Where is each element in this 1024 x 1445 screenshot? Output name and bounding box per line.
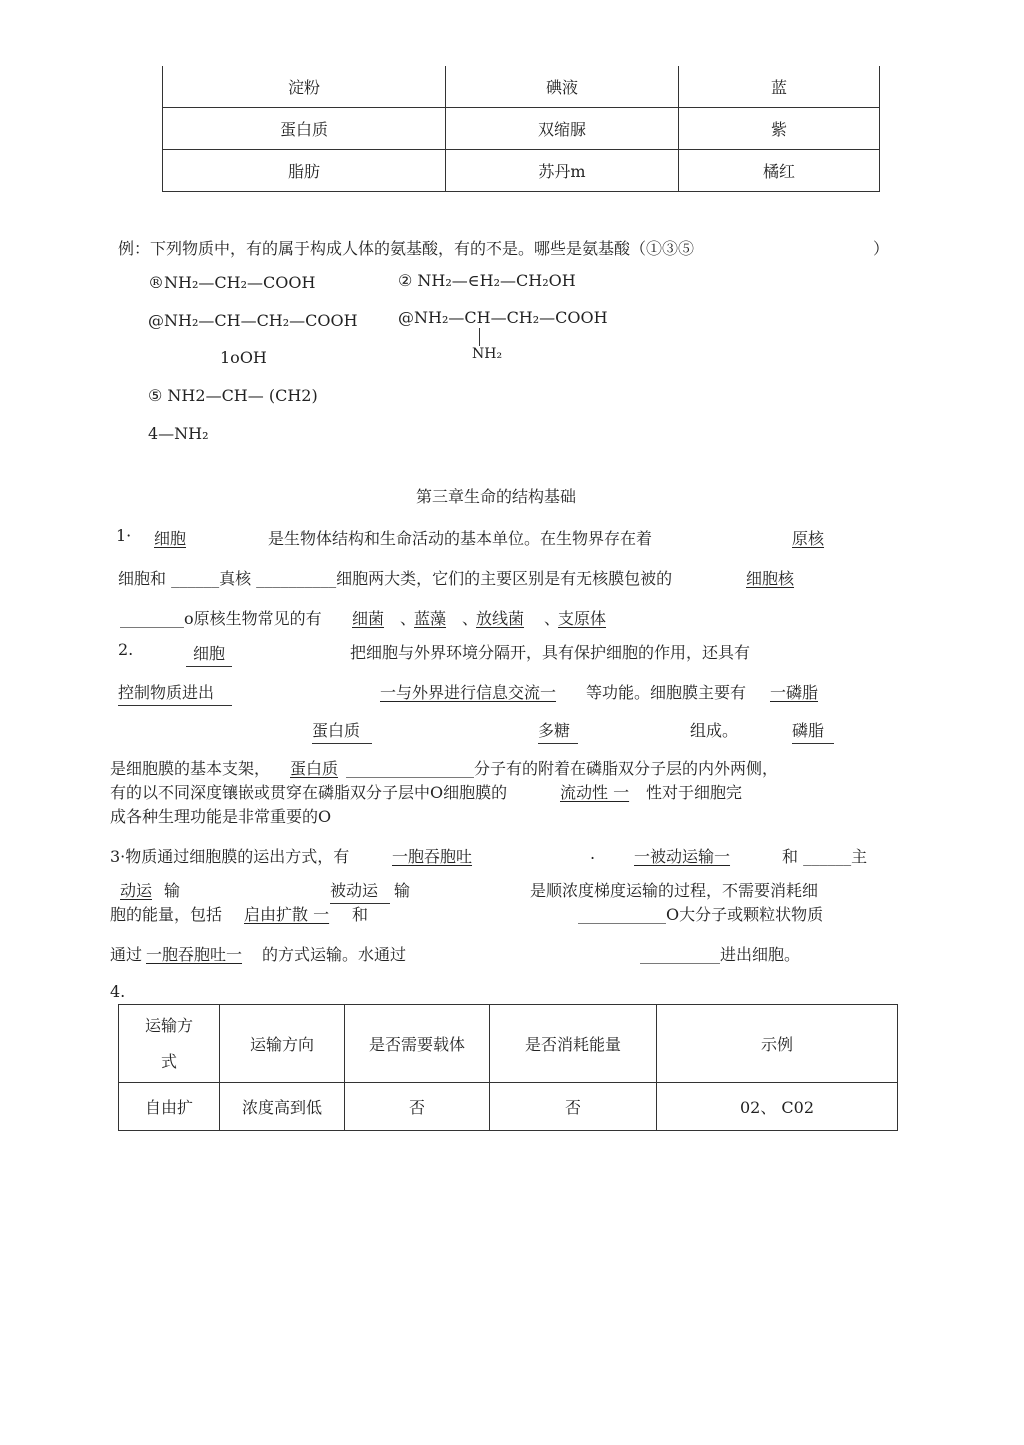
table-cell: 02、 C02 [657,1083,898,1131]
example-close-paren: ） [873,239,890,258]
item2-answer-5: 蛋白质 [312,718,372,744]
header-line-1: 运输方 [144,1015,193,1035]
item3-answer-5: 启由扩散 一 [244,905,330,924]
item3-text-9: 通过 [110,945,143,964]
item1-answer-7: 支原体 [558,609,607,628]
bond-line [479,328,480,346]
formula-3: @NH₂—CH—CH₂—COOH [148,311,358,330]
table-cell: 蛋白质 [163,108,446,150]
item2-answer-3: 一与外界进行信息交流一 [380,683,557,702]
table-cell: 浓度高到低 [220,1083,345,1131]
formula-3-sub: 1oOH [220,348,267,367]
header-cell [119,1005,220,1083]
table-cell: 否 [345,1083,490,1131]
header-line-2: 式 [160,1051,177,1071]
item1-sep-3: 、 [544,609,561,628]
item3-answer-4: 被动运 [330,878,390,904]
table-cell: 橘红 [679,150,880,192]
item3-text-5: 是顺浓度梯度运输的过程，不需要消耗细 [530,881,819,900]
item1-sep-2: 、 [462,609,479,628]
table-header-row [119,1005,898,1083]
item2-text-7: 性对于细胞完 [646,783,743,802]
item3-text-3: 输 [164,881,181,900]
item3-dot: . [590,844,596,863]
header-cell: 示例 [657,1005,898,1083]
item3-text-6: 胞的能量，包括 [110,905,223,924]
formula-4: @NH₂—CH—CH₂—COOH [398,308,608,327]
item2-answer-1: 细胞 [186,641,232,667]
formula-4-sub: NH₂ [472,346,503,362]
formula-1: ®NH₂—CH₂—COOH [148,273,316,292]
table-row [163,108,880,150]
item1-sep-1: 、 [400,609,417,628]
item2-text-5: ________________分子有的附着在磷脂双分子层的内外两侧， [346,759,779,778]
item1-text-1: 是生物体结构和生命活动的基本单位。在生物界存在着 [268,529,653,548]
item1-answer-2: 原核 [792,529,825,548]
item1-text-2: 细胞和 ______真核 __________细胞两大类，它们的主要区别是有无核膜包被的 [118,569,673,588]
item2-number: 2. [118,640,134,659]
table-cell: 自由扩 [119,1083,220,1131]
chapter-title: 第三章生命的结构基础 [416,487,577,506]
item2-answer-4: 一磷脂 [770,683,819,702]
table-row [163,66,880,108]
item3-answer-1: 一胞吞胞吐 [392,847,473,866]
table-cell: 碘液 [446,66,679,108]
item3-text-10: 的方式运输。水通过 [262,945,407,964]
table-row [163,150,880,192]
formula-2: ② NH₂—∈H₂—CH₂OH [398,271,576,290]
item1-answer-3: 细胞核 [746,569,795,588]
formula-5: ⑤ NH2—CH— (CH2) [148,386,318,405]
item1-answer-5: 蓝藻 [414,609,447,628]
table-cell: 苏丹m [446,150,679,192]
header-cell: 是否消耗能量 [490,1005,657,1083]
formula-5-sub: 4—NH₂ [148,424,209,443]
item3-text-1: 3·物质通过细胞膜的运出方式，有 [110,847,350,866]
item2-text-6: 有的以不同深度镶嵌或贯穿在磷脂双分子层中O细胞膜的 [110,783,508,802]
table-row [119,1083,898,1131]
item3-answer-3: 动运 [120,881,153,900]
item2-text-3: 组成。 [690,721,739,740]
table-cell: 蓝 [679,66,880,108]
item1-answer-1: 细胞 [154,529,187,548]
table-cell: 紫 [679,108,880,150]
table-cell: 双缩脲 [446,108,679,150]
item3-text-7: 和 [352,905,369,924]
item1-answer-6: 放线菌 [476,609,525,628]
example-question: 例：下列物质中，有的属于构成人体的氨基酸，有的不是。哪些是氨基酸（①③⑤ [118,239,695,258]
item3-answer-2: 一被动运输一 [634,847,731,866]
item2-answer-6: 多糖 [538,718,578,744]
table-cell: 否 [490,1083,657,1131]
reagent-table [162,66,880,192]
item4-number: 4. [110,982,126,1001]
item2-text-8: 成各种生理功能是非常重要的O [110,807,332,826]
item1-answer-4: 细菌 [352,609,385,628]
item1-text-3: ________o原核生物常见的有 [120,609,322,628]
item2-answer-2: 控制物质进出 [118,680,232,706]
table-cell: 脂肪 [163,150,446,192]
item2-text-2: 等功能。细胞膜主要有 [586,683,747,702]
table-cell: 淀粉 [163,66,446,108]
item2-answer-8: 蛋白质 [290,759,339,778]
item3-text-4: 输 [394,881,411,900]
item3-text-11: __________进出细胞。 [640,945,801,964]
item1-number: 1· [116,526,132,545]
item3-text-8: ___________O大分子或颗粒状物质 [578,905,824,924]
item2-answer-7: 磷脂 [792,718,834,744]
item2-text-1: 把细胞与外界环境分隔开，具有保护细胞的作用，还具有 [350,643,751,662]
header-cell: 是否需要载体 [345,1005,490,1083]
item2-text-4: 是细胞膜的基本支架， [110,759,271,778]
item2-answer-9: 流动性 一 [560,783,630,802]
header-cell: 运输方向 [220,1005,345,1083]
transport-table [118,1004,898,1131]
item3-answer-6: 一胞吞胞吐一 [146,945,243,964]
item3-text-2: 和 ______主 [782,847,868,866]
